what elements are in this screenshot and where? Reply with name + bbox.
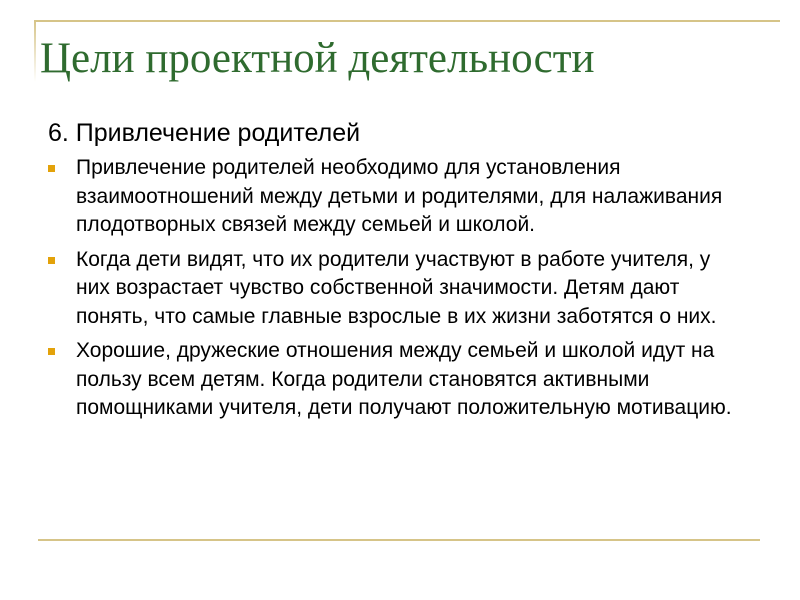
bullet-list [48,154,768,423]
bullet-item [48,246,748,332]
section-heading: 6. Привлечение родителей [48,119,361,147]
title-accent-line [34,20,36,82]
square-bullet-icon [48,257,55,264]
bottom-divider [38,539,760,541]
square-bullet-icon [48,348,55,355]
bullet-item [48,337,748,423]
bullet-text: Хорошие, дружеские отношения между семьей и школой идут на пользу всем детям. Когда родители становятся активными помощниками учителя, дети получают положительную мотивацию. [76,339,732,419]
top-divider [34,20,780,22]
slide-body [48,118,768,429]
slide-title: Цели проектной деятельности [40,35,595,82]
bullet-text: Привлечение родителей необходимо для установления взаимоотношений между детьми и родителями, для налаживания плодотворных связей между семьей и школой. [76,156,723,236]
bullet-item [48,154,748,240]
square-bullet-icon [48,165,55,172]
bullet-text: Когда дети видят, что их родители участвуют в работе учителя, у них возрастает чувство собственной значимости. Детям дают понять, что самые главные взрослые в их жизни заботятся о них. [76,247,717,328]
